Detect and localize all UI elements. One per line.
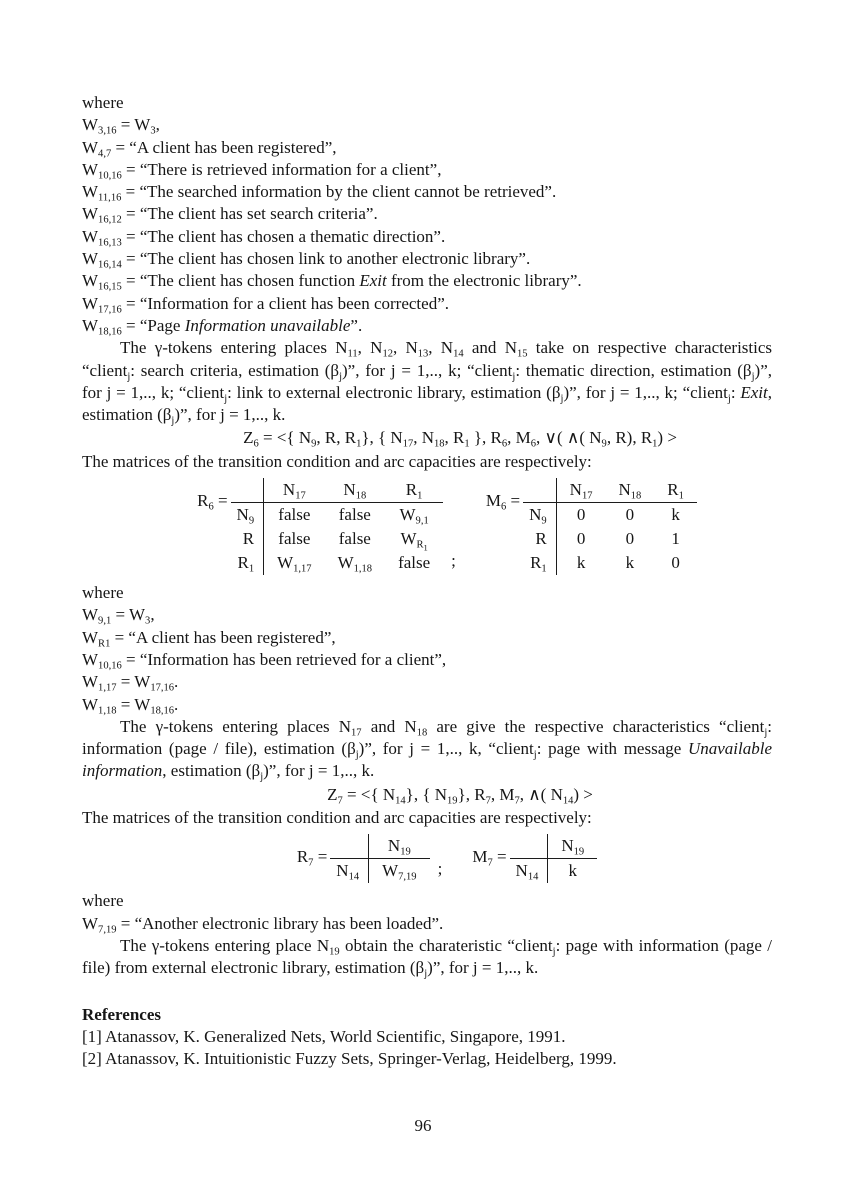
page-number: 96 [414,1116,432,1135]
text-line: $W_{16,12}$ = “The client has set search criteria”. [82,204,378,227]
gamma-tokens-paragraph-2: The γ-tokens entering places $N_{17}$ and $N_{18}$ are give the respective characteristics “client$_j$: information (page / file), estimation $(\beta_j)$”, for j = 1,.., k, “client$_j$: page with message Unavailable information, estimation $(\beta_j)$”, for j = 1,.., k. [82,716,772,784]
matrix-col-header: $N_{17}$ [556,478,605,503]
r6-m6-matrices [122,478,772,575]
matrix-row-label: $N_9$ [523,503,556,528]
matrix-cell: k [625,553,635,573]
matrix-corner-cell [330,834,368,859]
text-line: $W_{4,7}$ = “A client has been registered”, [82,137,337,160]
matrix-cell: false [398,553,431,573]
matrix-cell: 0 [576,505,586,525]
text-line: where [82,583,124,603]
r7-m7-matrices [122,834,772,883]
matrix-cell: 0 [625,505,635,525]
text-line: $W_{17,16}$ = “Information for a client has been corrected”. [82,293,449,316]
text-line: $W_{7,19}$ = “Another electronic library has been loaded”. [82,913,444,936]
text-line: $W_{16,14}$ = “The client has chosen link to another electronic library”. [82,249,531,271]
text-line: The matrices of the transition condition and arc capacities are respectively: [82,808,592,828]
r6-m6-matrices-right [486,478,697,575]
matrix-row [523,527,697,551]
matrices-intro-2 [82,807,772,829]
gamma-tokens-paragraph-3: The γ-tokens entering place $N_{19}$ obtain the charateristic “client$_j$: page with information (page / file) from external electronic library, estimation $(\beta_j)$”, for j = 1,.., k. [82,935,773,980]
index-matrix-table [510,834,598,883]
where-block-2 [82,582,772,716]
matrix-cell: k [576,553,586,573]
matrix-label: $M_6$ = [485,491,521,513]
matrix-row-label: $R_1$ [523,551,556,575]
text-line: $W_{1,17} = W_{17,16}$. [82,672,179,694]
where-block-3 [82,890,772,935]
matrix-separator: ; [451,550,456,570]
matrix-row [510,859,598,884]
text-line: $W_{R1}$ = “A client has been registered”, [82,627,336,650]
references-section [82,1004,772,1071]
text-line: $W_{10,16}$ = “There is retrieved information for a client”, [82,159,442,182]
matrix-row [231,551,444,575]
where-block-1 [82,92,772,337]
index-matrix-table [523,478,697,575]
text-line: $W_{1,18} = W_{18,16}$. [82,694,179,717]
z7-equation: $Z_7$ = <{ $N_{14}$}, { $N_{19}$}, $R_7$, $M_7$, ∧( $N_{14}$) > [327,784,593,807]
matrix-col-header: $N_{17}$ [264,478,325,503]
matrix-row-label: $N_{14}$ [330,859,368,884]
matrix-cell: 0 [625,529,635,549]
matrix-col-header: $R_1$ [385,478,443,503]
text-line: $W_{16,13}$ = “The client has chosen a thematic direction”. [82,226,446,249]
matrix-corner-cell [523,478,556,503]
matrix-row-label: R [523,527,556,551]
text-line: $W_{3,16} = W_3$, [82,115,160,137]
text-line: The matrices of the transition condition and arc capacities are respectively: [82,451,592,471]
text-line: $W_{10,16}$ = “Information has been retrieved for a client”, [82,649,447,672]
matrix-cell: k [671,505,680,525]
matrix-label: $M_7$ = [472,847,507,869]
gamma-tokens-paragraph-1: The γ-tokens entering places $N_{11}$, $N_{12}$, $N_{13}$, $N_{14}$ and $N_{15}$ take on respective characteristics “client$_j$: search criteria, estimation $(\beta_j)$”, for j = 1,.., k; “client$_j$: thematic direction, estimation $(\beta_j)$”, for j = 1,.., k; “client$_j$: link to external electronic library, estimation $(\beta_j)$”, for j = 1,.., k; “client$_j$: Exit, estimation $(\beta_j)$”, for j = 1,.., k. [82,338,773,427]
matrix-row-label: $N_{14}$ [510,859,548,884]
matrix-cell: $W_{R1}$ [400,529,428,553]
matrix-cell: $W_{1,18}$ [337,553,373,575]
matrix-cell: 1 [671,529,680,549]
matrix-separator: ; [437,859,443,879]
z6-equation: $Z_6$ = <{ $N_9$, R, $R_1$}, { $N_{17}$, $N_{18}$, $R_1$ }, $R_6$, $M_6$, ∨( ∧( $N_9$, R), $R_1$) > [243,428,677,451]
text-line: where [82,93,124,112]
matrix-row [523,503,697,528]
matrix-row-label: R [231,527,264,551]
matrix-cell: $W_{7,19}$ [382,861,417,883]
r7-m7-matrices-left [297,834,430,883]
matrix-row [523,551,697,575]
r7-m7-matrices-right [472,834,597,883]
matrix-cell: false [338,529,371,549]
matrix-cell: 0 [671,553,680,573]
matrix-cell: $W_{9,1}$ [399,505,429,527]
document-content [82,92,772,1070]
index-matrix-table [231,478,444,575]
matrix-row-label: $N_9$ [231,503,264,528]
matrix-row [231,527,444,551]
matrix-col-header: $R_1$ [654,478,697,503]
matrix-cell: false [278,529,311,549]
text-line: $W_{16,15}$ = “The client has chosen function Exit from the electronic library”. [82,271,582,294]
matrix-col-header: $N_{18}$ [325,478,385,503]
text-line: $W_{9,1} = W_3$, [82,605,155,628]
reference-item: [2] Atanassov, K. Intuitionistic Fuzzy Sets, Springer-Verlag, Heidelberg, 1999. [82,1049,617,1069]
matrix-cell: false [278,505,311,525]
matrix-cell: k [568,861,578,881]
matrix-col-header: $N_{19}$ [548,834,597,859]
matrix-row-label: $R_1$ [231,551,264,575]
references-heading: References [82,1004,161,1024]
matrix-col-header: $N_{19}$ [369,834,430,859]
text-line: $W_{11,16}$ = “The searched information by the client cannot be retrieved”. [82,182,557,204]
text-line: $W_{18,16}$ = “Page Information unavailable”. [82,315,363,338]
matrix-corner-cell [510,834,548,859]
matrix-row [231,503,444,528]
reference-item: [1] Atanassov, K. Generalized Nets, World Scientific, Singapore, 1991. [82,1026,566,1046]
index-matrix-table [330,834,429,883]
matrix-cell: 0 [576,529,586,549]
matrix-row [330,859,429,884]
matrix-cell: false [338,505,371,525]
matrix-col-header: $N_{18}$ [605,478,654,503]
text-line: where [82,891,124,911]
matrix-label: $R_7$ = [296,847,328,869]
r6-m6-matrices-left [197,478,443,575]
matrix-corner-cell [231,478,264,503]
matrices-intro-1 [82,451,772,473]
matrix-label: $R_6$ = [197,491,228,513]
matrix-cell: $W_{1,17}$ [277,553,312,575]
